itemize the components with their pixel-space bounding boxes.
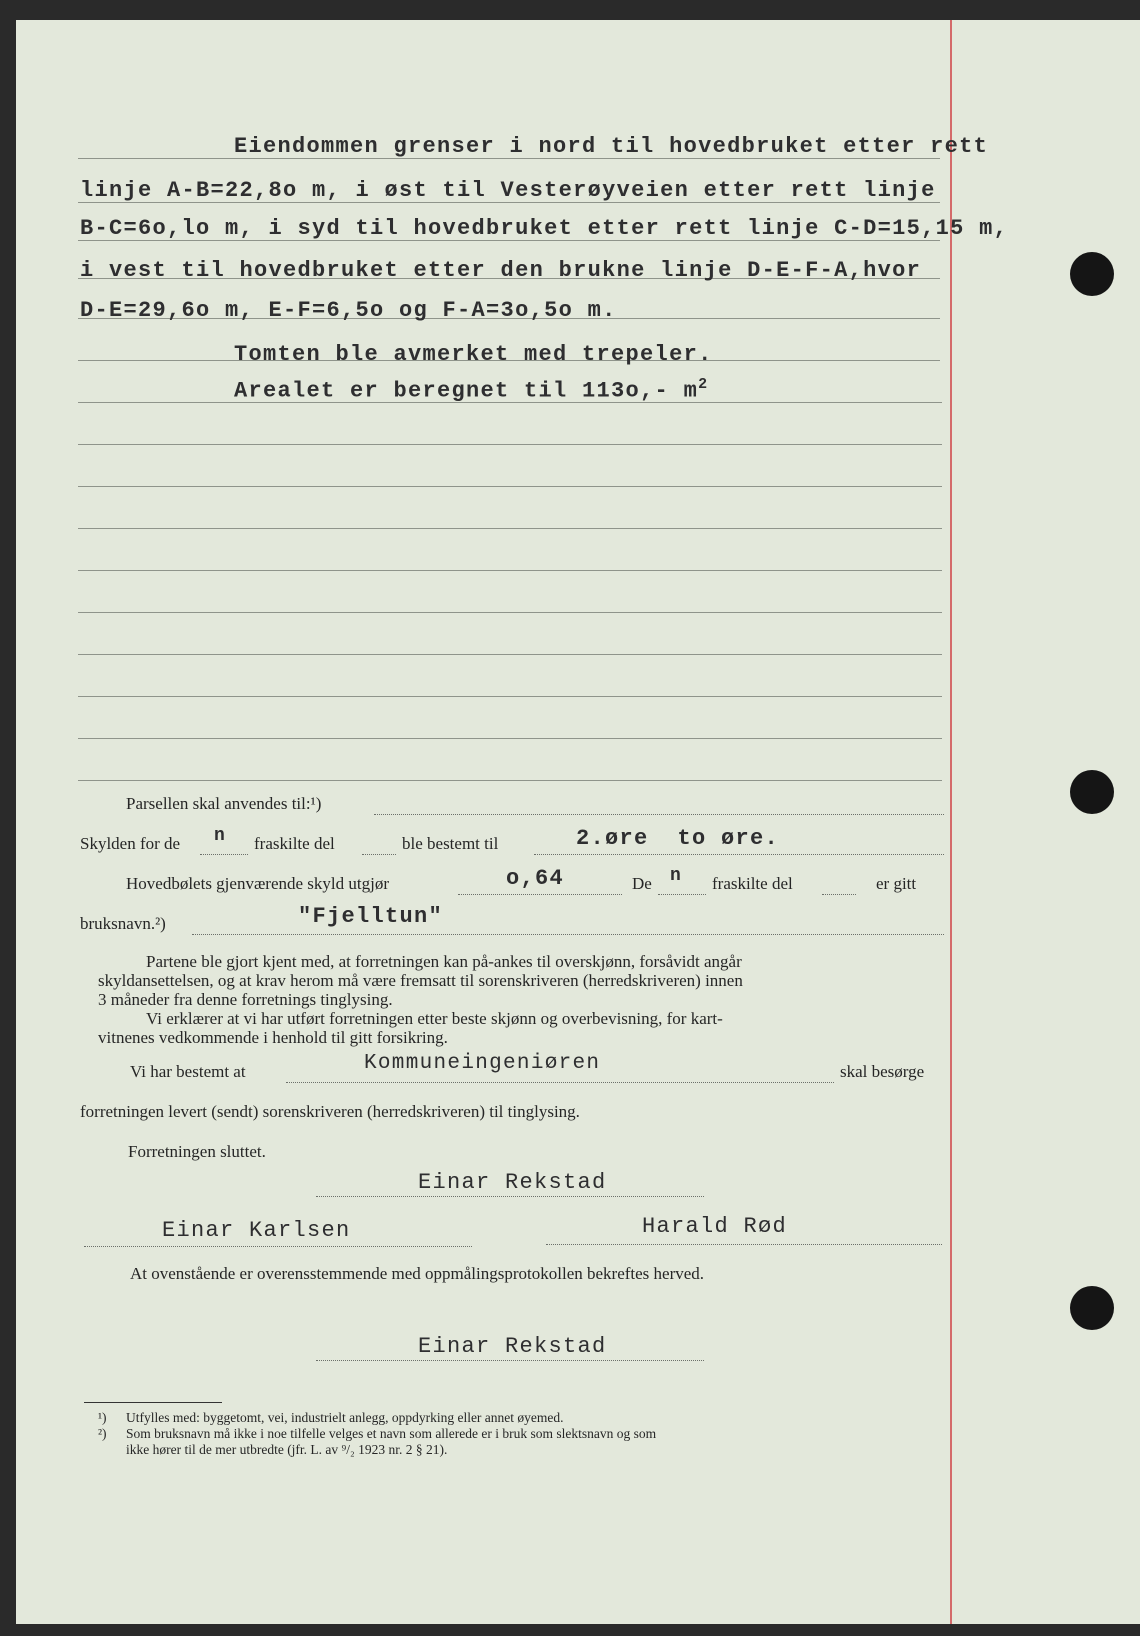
levert-text: forretningen levert (sendt) sorenskriveren (herredskriveren) til tinglysing.	[80, 1102, 580, 1121]
fill-line	[192, 934, 944, 935]
bruksnavn-value: "Fjelltun"	[298, 904, 444, 929]
parsellen-label: Parsellen skal anvendes til:¹)	[126, 794, 322, 813]
punch-hole	[1070, 252, 1114, 296]
punch-hole	[1070, 1286, 1114, 1330]
signature-harald-rod: Harald Rød	[642, 1214, 788, 1239]
skylden-value: 2.øre to øre.	[576, 826, 780, 851]
hovedbol-er-gitt: er gitt	[876, 874, 917, 893]
hovedbol-fraskilte: fraskilte del	[712, 874, 793, 893]
ruled-line	[78, 570, 942, 571]
hovedbol-de: De	[632, 874, 652, 893]
footnotes	[98, 1410, 954, 1458]
signature-line	[316, 1196, 704, 1197]
bestemt-label: Vi har bestemt at	[130, 1062, 246, 1081]
skylden-label: Skylden for de	[80, 834, 181, 853]
signature-einar-rekstad-2: Einar Rekstad	[418, 1334, 607, 1359]
signature-einar-karlsen: Einar Karlsen	[162, 1218, 351, 1243]
besorge-label: skal besørge	[840, 1062, 925, 1081]
ruled-line	[78, 612, 942, 613]
ruled-line	[78, 486, 942, 487]
signature-line	[316, 1360, 704, 1361]
typed-line-5: D-E=29,6o m, E-F=6,5o og F-A=3o,5o m.	[80, 298, 617, 323]
fill-line	[286, 1082, 834, 1083]
document-page	[16, 20, 1140, 1624]
skylden-fill-n: n	[214, 826, 227, 846]
typed-line-4: i vest til hovedbruket etter den brukne linje D-E-F-A,hvor	[80, 258, 922, 283]
ruled-line	[78, 780, 942, 781]
typed-line-1: Eiendommen grenser i nord til hovedbruket etter rett	[234, 134, 989, 159]
skylden-fraskilte: fraskilte del	[254, 834, 335, 853]
footnote-2: ²) Som bruksnavn må ikke i noe tilfelle velges et navn som allerede er i bruk som slektsnavn og som ikke hører til de mer utbredte (jfr. L. av ⁹/₂ 1923 nr. 2 § 21).	[98, 1426, 657, 1457]
hovedbol-label: Hovedbølets gjenværende skyld utgjør	[126, 874, 389, 893]
ruled-line	[78, 528, 942, 529]
signature-einar-rekstad: Einar Rekstad	[418, 1170, 607, 1195]
signature-line	[546, 1244, 942, 1245]
typed-line-3: B-C=6o,lo m, i syd til hovedbruket etter rett linje C-D=15,15 m,	[80, 216, 1009, 241]
hovedbol-value: o,64	[506, 866, 565, 891]
margin-line	[950, 20, 952, 1624]
bruksnavn-label: bruksnavn.²)	[80, 914, 166, 933]
ruled-line	[78, 696, 942, 697]
ruled-line	[78, 738, 942, 739]
signature-line	[84, 1246, 472, 1247]
typed-line-2: linje A-B=22,8o m, i øst til Vesterøyveien etter rett linje	[80, 178, 936, 203]
fill-line	[458, 894, 622, 895]
typed-line-6: Tomten ble avmerket med trepeler.	[234, 342, 713, 367]
fill-line	[374, 814, 944, 815]
fill-line	[822, 894, 856, 895]
confirm-text: At ovenstående er overensstemmende med oppmålingsprotokollen bekreftes herved.	[130, 1264, 705, 1283]
bestemt-value: Kommuneingeniøren	[364, 1052, 601, 1075]
fill-line	[658, 894, 706, 895]
sluttet-text: Forretningen sluttet.	[128, 1142, 266, 1161]
punch-hole	[1070, 770, 1114, 814]
partene-paragraph: Partene ble gjort kjent med, at forretningen kan på-ankes til overskjønn, forsåvidt angår skyldansettelsen, og at krav herom må være fremsatt til sorenskriveren (herredskriveren) innen 3 måneder fra denne forretnings tinglysing. Vi erklærer at vi har utført forretningen etter beste skjønn og overbevisning, for kart- vitnenes vedkommende i henhold til gitt forsikring.	[98, 952, 743, 1047]
footnote-1: ¹) Utfylles med: byggetomt, vei, industrielt anlegg, oppdyrking eller annet øyemed.	[98, 1410, 564, 1425]
hovedbol-fill-n: n	[670, 866, 683, 886]
fill-line	[362, 854, 396, 855]
skylden-bestemt: ble bestemt til	[402, 834, 499, 853]
footnote-separator	[84, 1402, 222, 1403]
ruled-line	[78, 654, 942, 655]
typed-line-7: Arealet er beregnet til 113o,- $m^2$	[234, 376, 709, 404]
ruled-line	[78, 444, 942, 445]
fill-line	[534, 854, 944, 855]
fill-line	[200, 854, 248, 855]
